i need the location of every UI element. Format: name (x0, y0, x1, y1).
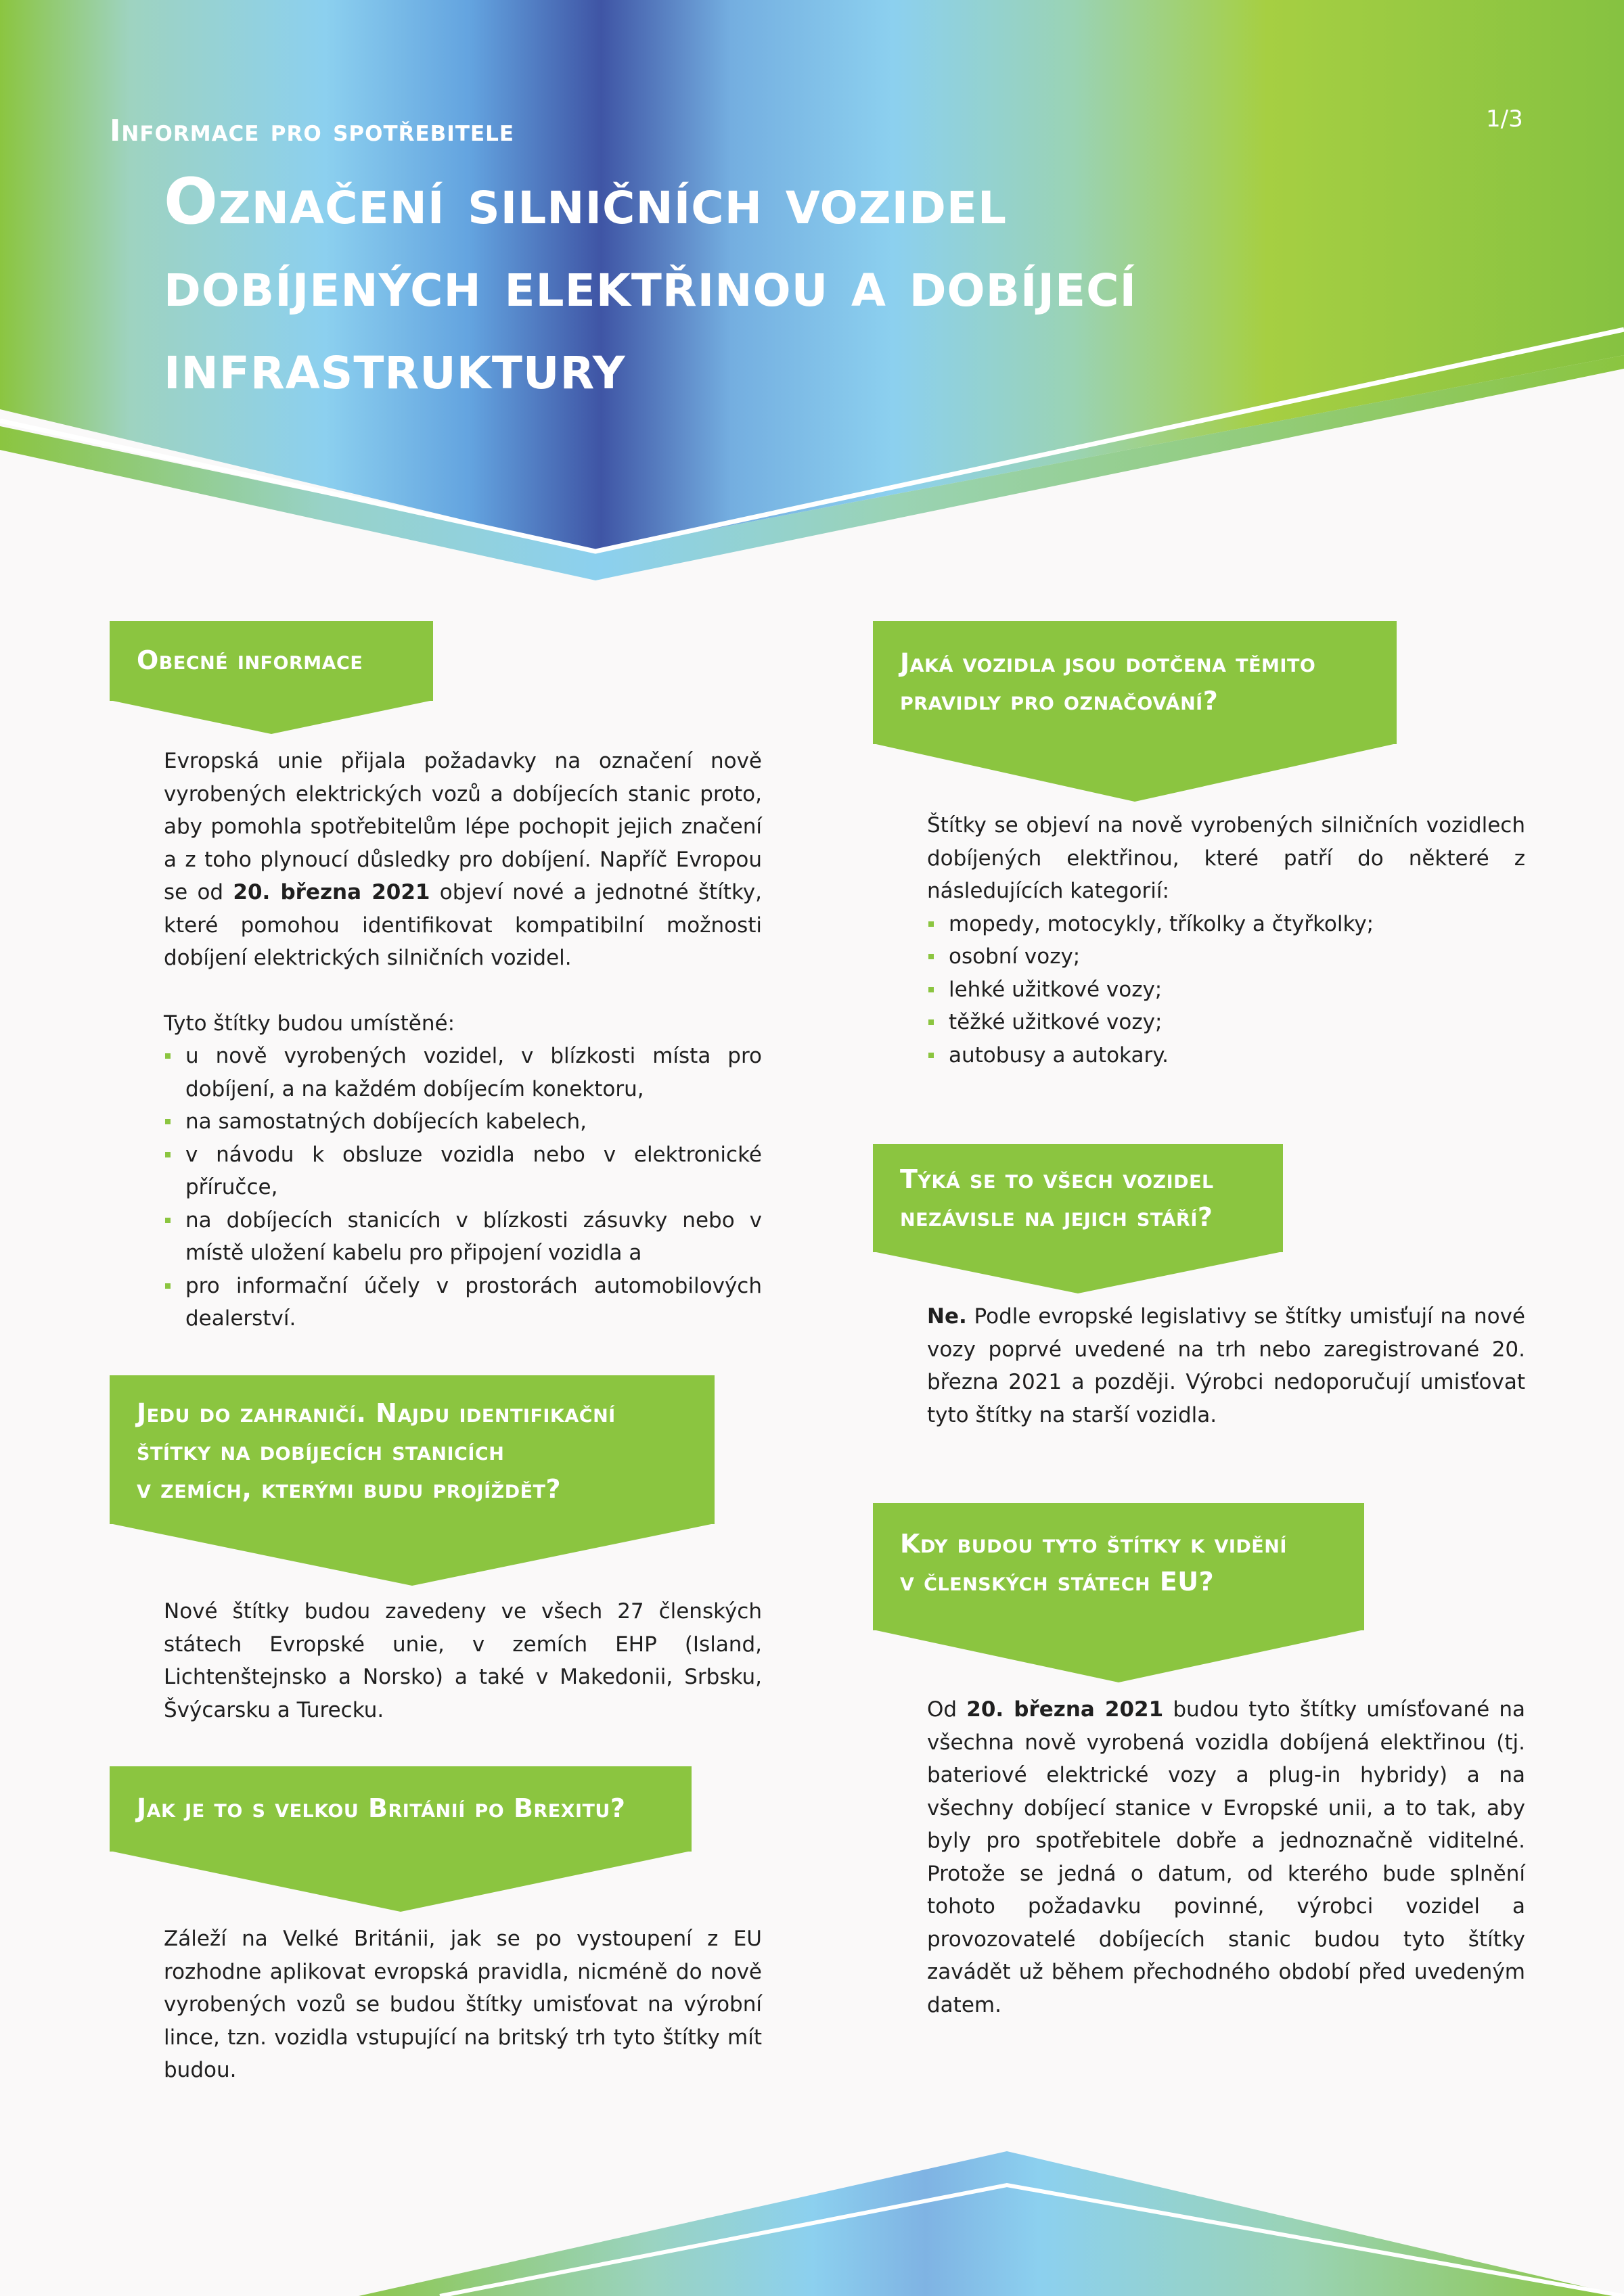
list-item: u nově vyrobených vozidel, v blízkosti místa pro dobíjení, a na každém dobíjecím konektoru, (164, 1040, 762, 1105)
heading-abroad: Jedu do zahraničí. Najdu identifikační štítky na dobíjecích stanicích v zemích, kterými budu projíždět? (110, 1375, 715, 1524)
list-item: mopedy, motocykly, tříkolky a čtyřkolky; (927, 908, 1525, 941)
heading-general: Obecné informace (110, 621, 433, 701)
when-text: Od 20. března 2021 budou tyto štítky umísťované na všechna nově vyrobená vozidla dobíjená elektřinou (tj. bateriové elektrické vozy a plug-in hybridy) a na všechny dobíjecí stanice v Evropské unii, a to tak, aby byly pro spotřebitele dobře a jednoznačně viditelné. Protože se jedná o datum, od kterého bude splnění tohoto požadavku povinné, výrobci vozidel a provozovatelé dobíjecích stanic budou tyto štítky zavádět už během přechodného období před uvedeným datem. (927, 1697, 1525, 2017)
list-item: autobusy a autokary. (927, 1039, 1525, 1072)
heading-arrow (110, 1523, 715, 1586)
heading-arrow (110, 700, 433, 734)
heading-when: Kdy budou tyto štítky k vidění v členských státech EU? (873, 1503, 1364, 1630)
list-item: na dobíjecích stanicích v blízkosti zásuvky nebo v místě uložení kabelu pro připojení vozidla a (164, 1204, 762, 1270)
heading-age: Týká se to všech vozidel nezávisle na jejich stáří? (873, 1144, 1283, 1252)
heading-arrow (873, 743, 1397, 802)
placement-list (164, 1040, 762, 1335)
list-item: těžké užitkové vozy; (927, 1006, 1525, 1039)
vehicles-text: Štítky se objeví na nově vyrobených silničních vozidlech dobíjených elektřinou, které patří do některé z následujících kategorií: mopedy, motocykly, tříkolky a čtyřkolky; osobní vozy; lehké užitkové vozy; těžké užitkové vozy; autobusy a autokary. (927, 809, 1525, 1072)
title-line: infrastruktury (164, 330, 626, 404)
list-item: v návodu k obsluze vozidla nebo v elektronické příručce, (164, 1139, 762, 1204)
list-item: na samostatných dobíjecích kabelech, (164, 1105, 762, 1139)
page-number: 1/3 (1486, 106, 1523, 133)
heading-arrow (873, 1252, 1283, 1293)
list-item: lehké užitkové vozy; (927, 973, 1525, 1007)
brexit-text: Záleží na Velké Británii, jak se po vystoupení z EU rozhodne aplikovat evropská pravidla, nicméně do nově vyrobených vozů se budou štítky umisťovat na výrobní lince, tzn. vozidla vstupující na britský trh tyto štítky mít budou. (164, 1927, 762, 2082)
heading-arrow (873, 1630, 1364, 1682)
page-title (164, 161, 1449, 409)
title-line: Označení silničních vozidel (164, 165, 1008, 239)
general-text: Evropská unie přijala požadavky na označení nově vyrobených elektrických vozů a dobíjecích stanic proto, aby pomohla spotřebitelům lépe pochopit jejich značení a z toho plynoucí důsledky pro dobíjení. Napříč Evropou se od 20. března 2021 objeví nové a jednotné štítky, které pomohou identifikovat kompatibilní možnosti dobíjení elektrických silničních vozidel. Tyto štítky budou umístěné: u nově vyrobených vozidel, v blízkosti místa pro dobíjení, a na každém dobíjecím konektoru, na samostatných dobíjecích kabelech, v návodu k obsluze vozidla nebo v elektronické příručce, na dobíjecích stanicích v blízkosti zásuvky nebo v místě uložení kabelu pro připojení vozidla a pro informační účely v prostorách automobilových dealerství. (164, 745, 762, 1335)
age-text: Ne. Podle evropské legislativy se štítky umisťují na nové vozy poprvé uvedené na trh nebo zaregistrované 20. března 2021 a později. Výrobci nedoporučují umisťovat tyto štítky na starší vozidla. (927, 1304, 1525, 1427)
heading-brexit: Jak je to s velkou Británií po Brexitu? (110, 1766, 692, 1852)
list-item: pro informační účely v prostorách automobilových dealerství. (164, 1270, 762, 1335)
heading-vehicles: Jaká vozidla jsou dotčena těmito pravidly pro označování? (873, 621, 1397, 744)
list-item: osobní vozy; (927, 940, 1525, 973)
footer-decoration (0, 2151, 1624, 2296)
abroad-text: Nové štítky budou zavedeny ve všech 27 členských státech Evropské unie, v zemích EHP (Island, Lichtenštejnsko a Norsko) a také v Makedonii, Srbsku, Švýcarsku a Turecku. (164, 1599, 762, 1722)
title-line: dobíjených elektřinou a dobíjecí (164, 248, 1137, 321)
vehicle-category-list (927, 908, 1525, 1072)
kicker-label: Informace pro spotřebitele (110, 114, 515, 148)
heading-arrow (110, 1851, 692, 1912)
